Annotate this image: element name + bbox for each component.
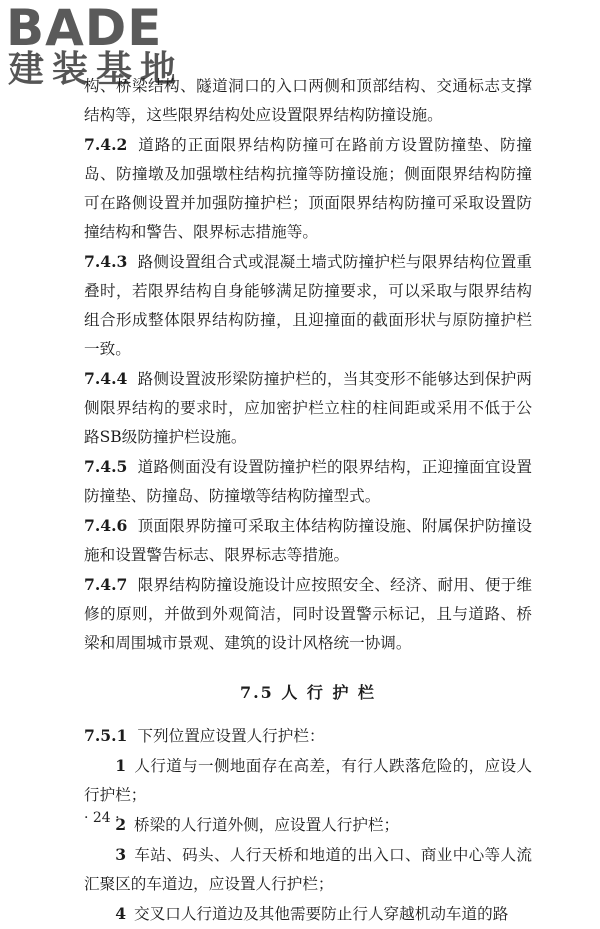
item-number: 3 [115,845,127,864]
clause-7-5-1 [84,721,532,751]
clause-number: 7.4.4 [84,369,128,388]
page-number: · 24 · [84,810,120,826]
clause-number: 7.4.7 [84,575,128,594]
item-text: 人行道与一侧地面存在高差，有行人跌落危险的，应设人行护栏； [84,757,532,804]
continued-paragraph: 构、桥梁结构、隧道洞口的入口两侧和顶部结构、交通标志支撑结构等，这些限界结构处应设置限界结构防撞设施。 [84,77,532,124]
watermark-latin-text: BADE [6,0,163,57]
clause-text: 顶面限界防撞可采取主体结构防撞设施、附属保护防撞设施和设置警告标志、限界标志等措施。 [84,517,532,564]
clause-text: 下列位置应设置人行护栏： [137,727,325,745]
clause-number: 7.4.6 [84,516,128,535]
clause-number: 7.4.2 [84,135,128,154]
item-number: 1 [115,756,127,775]
item-text: 桥梁的人行道外侧，应设置人行护栏； [134,816,400,834]
clause-text: 路侧设置波形梁防撞护栏的，当其变形不能够达到保护两侧限界结构的要求时，应加密护栏立柱的柱间距或采用不低于公路SB级防撞护栏设施。 [84,370,532,446]
item-number: 2 [115,815,127,834]
list-item [84,751,532,810]
clause-7-4-6 [84,511,532,570]
section-title: 7.5 人 行 护 栏 [239,683,377,702]
clause-text: 道路的正面限界结构防撞可在路前方设置防撞垫、防撞岛、防撞墩及加强墩柱结构抗撞等防撞设施；侧面限界结构防撞可在路侧设置并加强防撞护栏；顶面限界结构防撞可采取设置防撞结构和警告、限界标志措施等。 [84,136,532,241]
item-text: 交叉口人行道边及其他需要防止行人穿越机动车道的路 [134,905,509,923]
item-number: 4 [115,904,127,923]
clause-7-4-7 [84,570,532,658]
clause-7-4-5 [84,452,532,511]
list-item [84,840,532,899]
clause-text: 路侧设置组合式或混凝土墙式防撞护栏与限界结构位置重叠时，若限界结构自身能够满足防撞要求，可以采取与限界结构组合形成整体限界结构防撞，且迎撞面的截面形状与原防撞护栏一致。 [84,253,532,358]
clause-number: 7.4.5 [84,457,128,476]
clause-text: 限界结构防撞设施设计应按照安全、经济、耐用、便于维修的原则，并做到外观简洁，同时设置警示标记，且与道路、桥梁和周围城市景观、建筑的设计风格统一协调。 [84,576,532,652]
clause-7-4-3 [84,247,532,364]
clause-7-4-4 [84,364,532,452]
list-item [84,810,532,840]
clause-number: 7.4.3 [84,252,128,271]
watermark-cjk-text: 建装基地 [8,49,185,90]
clause-7-4-2 [84,130,532,247]
list-item [84,899,532,929]
page-content [84,72,532,929]
clause-text: 道路侧面没有设置防撞护栏的限界结构，正迎撞面宜设置防撞垫、防撞岛、防撞墩等结构防撞型式。 [84,458,532,505]
item-text: 车站、码头、人行天桥和地道的出入口、商业中心等人流汇聚区的车道边，应设置人行护栏； [84,846,532,893]
clause-number: 7.5.1 [84,726,128,745]
